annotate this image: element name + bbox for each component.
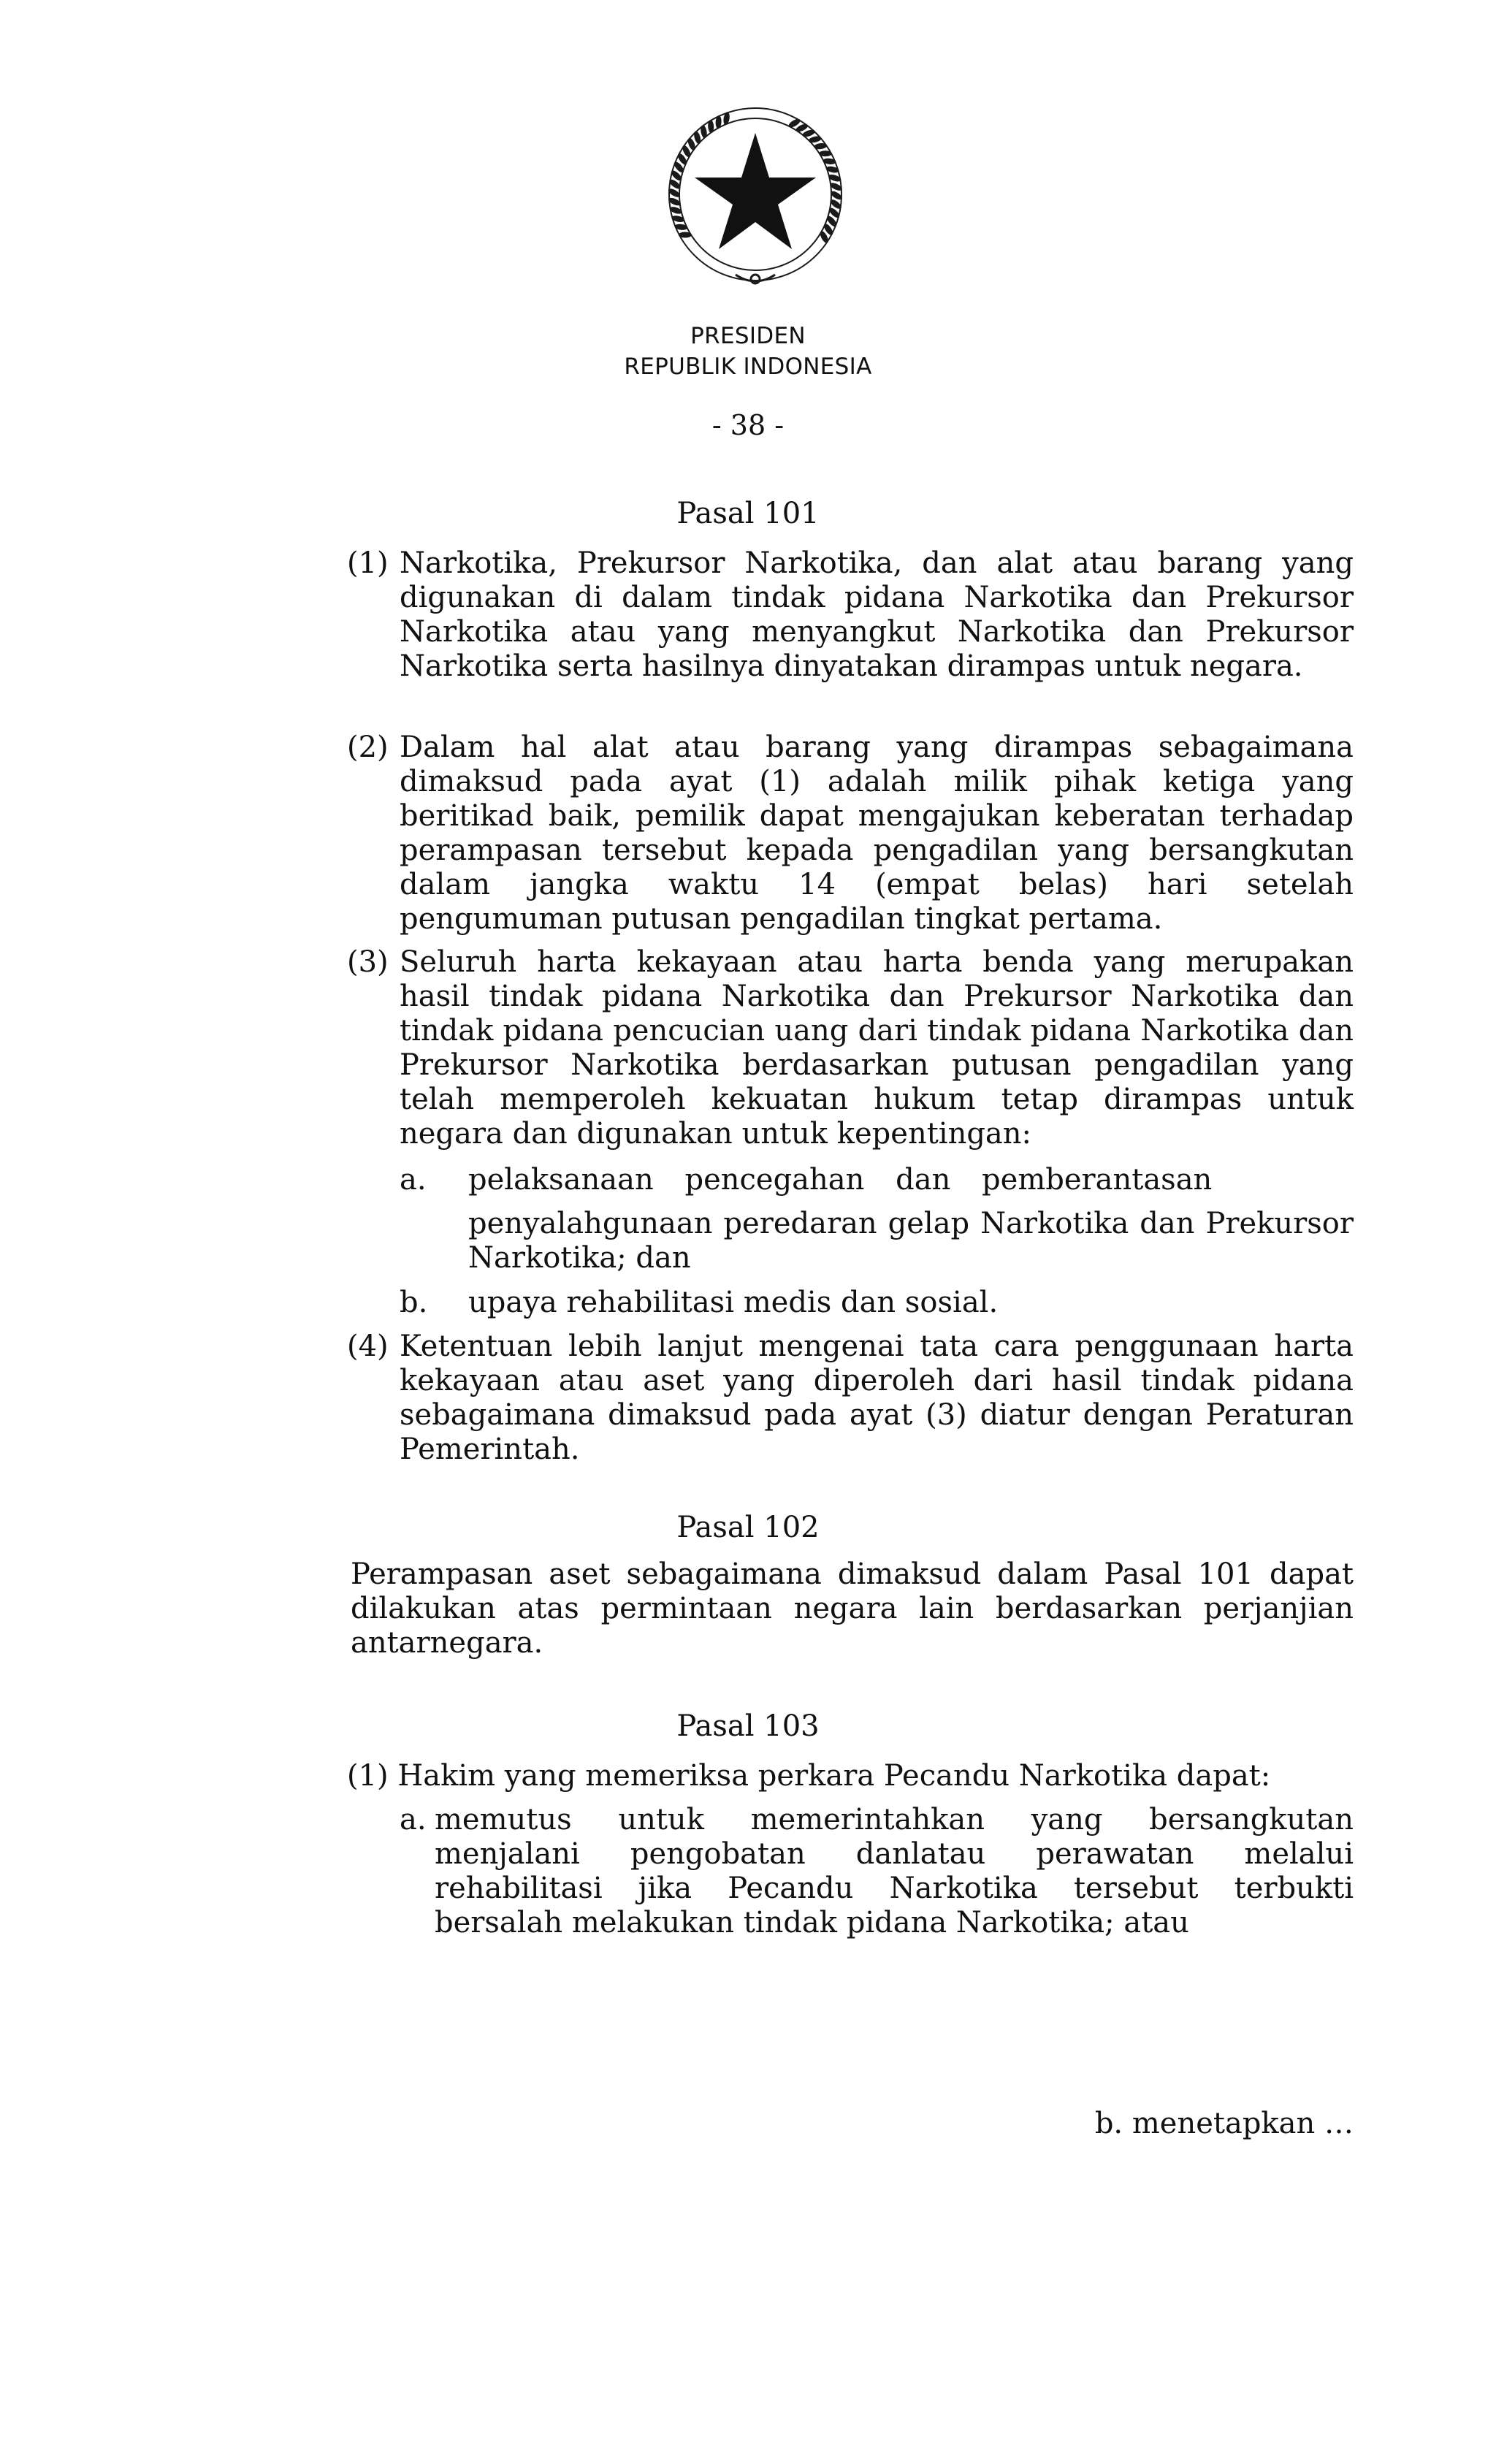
pasal-102-title: Pasal 102 xyxy=(676,1511,820,1544)
ayat-text: Seluruh harta kekayaan atau harta benda yang merupakan hasil tindak pidana Narkotika dan Prekursor Narkotika dan tindak pidana pencucian uang dari tindak pidana Narkotika dan Prekursor Narkotika berdasarkan putusan pengadilan yang telah memperoleh kekuatan hukum tetap dirampas untuk negara dan digunakan untuk kepentingan: xyxy=(400,945,1354,1151)
ayat-text: Ketentuan lebih lanjut mengenai tata cara penggunaan harta kekayaan atau aset yang diperoleh dari hasil tindak pidana sebagaimana dimaksud pada ayat (3) diatur dengan Peraturan Pemerintah. xyxy=(400,1330,1354,1466)
ayat-number: (2) xyxy=(347,731,389,764)
ayat-number: (3) xyxy=(347,945,389,979)
sub-text xyxy=(435,1803,1354,1940)
pasal-101-title: Pasal 101 xyxy=(676,497,820,530)
sub-text-body: memutus untuk memerintahkan yang bersangkutan menjalani pengobatan danlatau perawatan melalui rehabilitasi jika Pecandu Narkotika tersebut terbukti bersalah melakukan tindak pidana Narkotika; atau xyxy=(435,1803,1354,1939)
sub-label: a. xyxy=(400,1163,427,1197)
header-presiden: PRESIDEN xyxy=(690,323,806,349)
sub-text-line2: penyalahgunaan peredaran gelap Narkotika dan Prekursor Narkotika; dan xyxy=(468,1207,1354,1275)
wreath-leaf xyxy=(819,150,832,156)
presidential-emblem-icon xyxy=(659,101,852,294)
star-icon xyxy=(695,133,816,249)
sub-label: b. xyxy=(400,1286,428,1319)
ayat-text: Dalam hal alat atau barang yang dirampas sebagaimana dimaksud pada ayat (1) adalah milik pihak ketiga yang beritikad baik, pemilik dapat mengajukan keberatan terhadap perampasan tersebut kepada pengadilan yang bersangkutan dalam jangka waktu 14 (empat belas) hari setelah pengumuman putusan pengadilan tingkat pertama. xyxy=(400,731,1354,936)
sub-label: a. xyxy=(400,1803,427,1836)
pasal-101-ayat-2 xyxy=(347,731,1354,942)
pasal-103-title: Pasal 103 xyxy=(676,1709,820,1743)
page-number: - 38 - xyxy=(711,409,785,441)
pasal-101-ayat-3 xyxy=(347,945,1354,1157)
ayat-number: (4) xyxy=(347,1330,389,1363)
wreath-leaf xyxy=(679,232,692,238)
pasal-102-text: Perampasan aset sebagaimana dimaksud dalam Pasal 101 dapat dilakukan atas permintaan negara lain berdasarkan perjanjian antarnegara. xyxy=(351,1557,1354,1660)
ayat-text: Narkotika, Prekursor Narkotika, dan alat atau barang yang digunakan di dalam tindak pidana Narkotika dan Prekursor Narkotika atau yang menyangkut Narkotika dan Prekursor Narkotika serta hasilnya dinyatakan dirampas untuk negara. xyxy=(400,546,1354,683)
sub-text-line1: pelaksanaan pencegahan dan pemberantasan xyxy=(468,1163,1213,1197)
pasal-101-ayat-4 xyxy=(347,1330,1354,1476)
pasal-101-ayat-1 xyxy=(347,546,1354,722)
pasal-103-ayat-1: (1) Hakim yang memeriksa perkara Pecandu Narkotika dapat: xyxy=(347,1759,1271,1793)
sub-text: upaya rehabilitasi medis dan sosial. xyxy=(468,1286,999,1319)
page-continuation: b. menetapkan … xyxy=(1094,2107,1354,2140)
ayat-number: (1) xyxy=(347,546,389,580)
header-republik-indonesia: REPUBLIK INDONESIA xyxy=(624,354,872,380)
